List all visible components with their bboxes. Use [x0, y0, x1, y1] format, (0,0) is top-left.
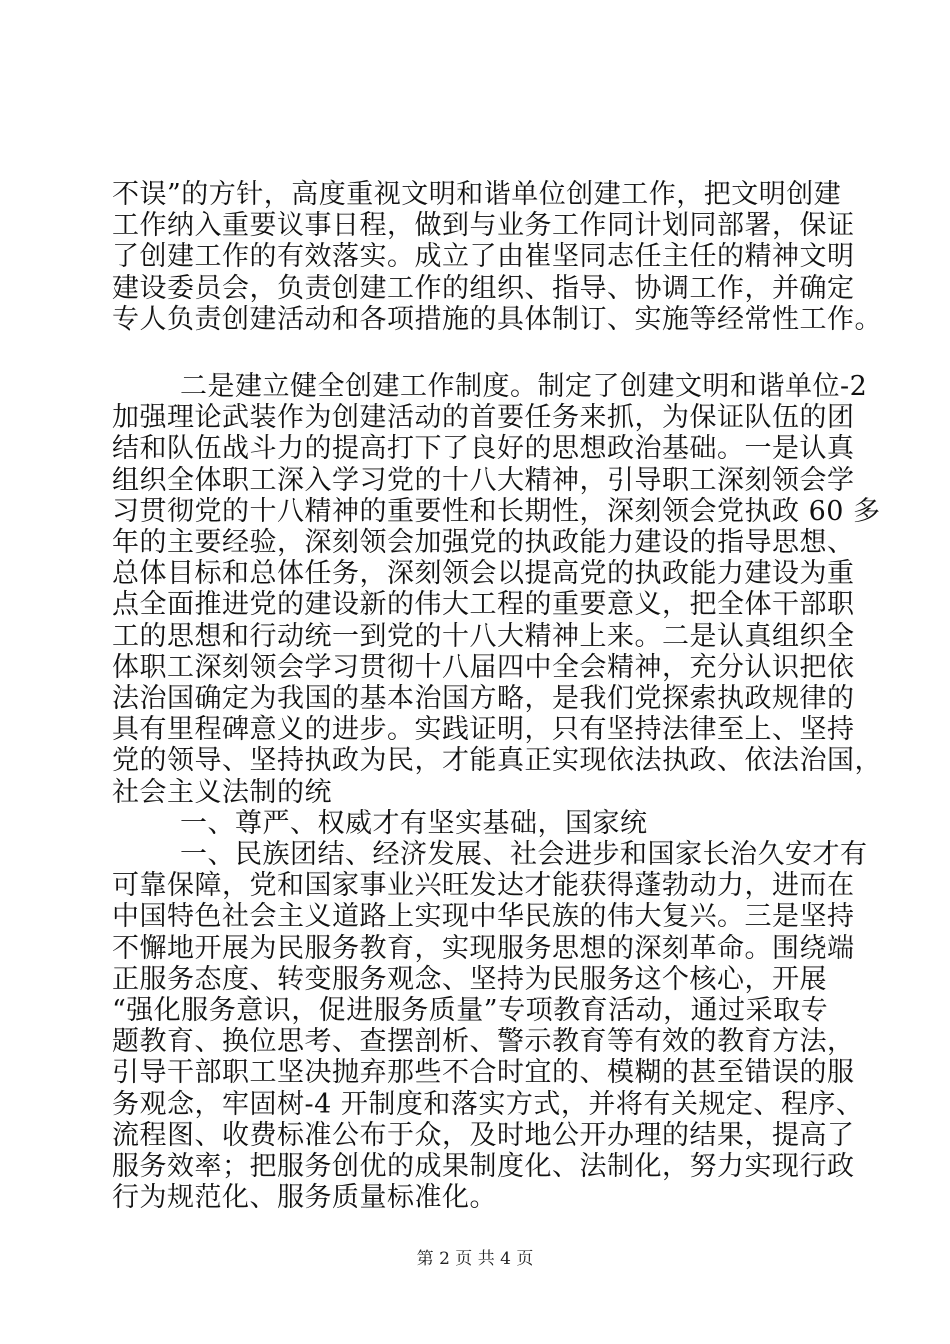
body-line: 习贯彻党的十八精神的重要性和长期性，深刻领会党执政 60 多	[112, 496, 881, 527]
body-line: 不误”的方针，高度重视文明和谐单位创建工作，把文明创建	[112, 179, 842, 210]
paragraph-first-line: 二是建立健全创建工作制度。制定了创建文明和谐单位-2	[180, 371, 868, 402]
body-line: 引导干部职工坚决抛弃那些不合时宜的、模糊的甚至错误的服	[112, 1057, 855, 1088]
body-line: 法治国确定为我国的基本治国方略，是我们党探索执政规律的	[112, 683, 855, 714]
body-line: 可靠保障，党和国家事业兴旺发达才能获得蓬勃动力，进而在	[112, 870, 855, 901]
body-line: 结和队伍战斗力的提高打下了良好的思想政治基础。一是认真	[112, 433, 855, 464]
body-line: 工的思想和行动统一到党的十八大精神上来。二是认真组织全	[112, 621, 855, 652]
body-line: 总体目标和总体任务，深刻领会以提高党的执政能力建设为重	[112, 558, 855, 589]
body-line: 务观念，牢固树-4 开制度和落实方式，并将有关规定、程序、	[112, 1089, 864, 1120]
body-line: 中国特色社会主义道路上实现中华民族的伟大复兴。三是坚持	[112, 901, 855, 932]
body-line: 加强理论武装作为创建活动的首要任务来抓，为保证队伍的团	[112, 402, 855, 433]
body-line: 了创建工作的有效落实。成立了由崔坚同志任主任的精神文明	[112, 241, 855, 272]
body-line: 正服务态度、转变服务观念、坚持为民服务这个核心，开展	[112, 964, 827, 995]
body-line: 点全面推进党的建设新的伟大工程的重要意义，把全体干部职	[112, 589, 855, 620]
body-line: 组织全体职工深入学习党的十八大精神，引导职工深刻领会学	[112, 465, 855, 496]
body-line: 不懈地开展为民服务教育，实现服务思想的深刻革命。围绕端	[112, 933, 855, 964]
body-line: 体职工深刻领会学习贯彻十八届四中全会精神，充分认识把依	[112, 652, 855, 683]
body-line: 建设委员会，负责创建工作的组织、指导、协调工作，并确定	[112, 273, 855, 304]
body-line: “强化服务意识，促进服务质量”专项教育活动，通过采取专	[112, 995, 829, 1026]
body-line: 年的主要经验，深刻领会加强党的执政能力建设的指导思想、	[112, 527, 855, 558]
body-line: 社会主义法制的统	[112, 777, 332, 808]
body-line: 具有里程碑意义的进步。实践证明，只有坚持法律至上、坚持	[112, 714, 855, 745]
body-line: 行为规范化、服务质量标准化。	[112, 1182, 497, 1213]
body-line: 题教育、换位思考、查摆剖析、警示教育等有效的教育方法，	[112, 1026, 855, 1057]
body-line: 工作纳入重要议事日程，做到与业务工作同计划同部署，保证	[112, 210, 855, 241]
body-line: 流程图、收费标准公布于众，及时地公开办理的结果，提高了	[112, 1120, 855, 1151]
paragraph-first-line: 一、民族团结、经济发展、社会进步和国家长治久安才有	[180, 839, 868, 870]
body-line: 党的领导、坚持执政为民，才能真正实现依法执政、依法治国，	[112, 745, 882, 776]
body-line: 服务效率；把服务创优的成果制度化、法制化，努力实现行政	[112, 1151, 855, 1182]
paragraph-first-line: 一、尊严、权威才有坚实基础，国家统	[180, 808, 648, 839]
page-number: 第 2 页 共 4 页	[416, 1249, 534, 1269]
body-line: 专人负责创建活动和各项措施的具体制订、实施等经常性工作。	[112, 304, 882, 335]
